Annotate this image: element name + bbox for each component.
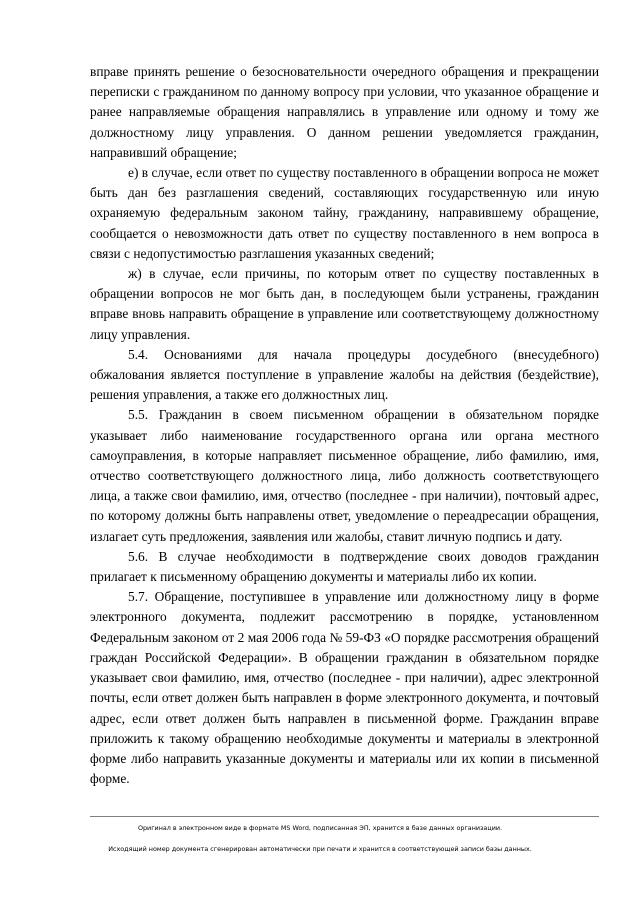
- paragraph-continuation: вправе принять решение о безосновательности очередного обращения и прекращении переписки с гражданином по данному вопросу при условии, что указанное обращение и ранее направляемые обращения направлялись в управление или одному и тому же должностному лицу управления. О данном решении уведомляется гражданин, направивший обращение;: [90, 64, 599, 160]
- paragraph-item-zh: ж) в случае, если причины, по которым ответ по существу поставленных в обращении вопросов не мог быть дан, в последующем были устранены, гражданин вправе вновь направить обращение в управление или соответствующему должностному лицу управления.: [90, 266, 599, 342]
- paragraph-5-6: 5.6. В случае необходимости в подтверждение своих доводов гражданин прилагает к письменному обращению документы и материалы либо их копии.: [90, 548, 599, 585]
- document-body: [90, 62, 599, 789]
- footer-original-note: Оригинал в электронном виде в формате MS Word, подписанная ЭП, хранится в базе данных организации.: [137, 824, 503, 832]
- paragraph-5-7: 5.7. Обращение, поступившее в управление или должностному лицу в форме электронного документа, подлежит рассмотрению в порядке, установленном Федеральным законом от 2 мая 2006 года № 59-ФЗ «О порядке рассмотрения обращений граждан Российской Федерации». В обращении гражданин в обязательном порядке указывает свои фамилию, имя, отчество (последнее - при наличии), адрес электронной почты, если ответ должен быть направлен в форме электронного документа, и почтовый адрес, если ответ должен быть направлен в письменной форме. Гражданин вправе приложить к такому обращению необходимые документы и материалы в электронной форме либо направить указанные документы и материалы или их копии в письменной форме.: [90, 589, 599, 787]
- paragraph-5-5: 5.5. Гражданин в своем письменном обращении в обязательном порядке указывает либо наименование государственного органа или органа местного самоуправления, в которые направляет письменное обращение, либо фамилию, имя, отчество соответствующего должностного лица, либо должность соответствующего лица, а также свои фамилию, имя, отчество (последнее - при наличии), почтовый адрес, по которому должны быть направлены ответ, уведомление о переадресации обращения, излагает суть предложения, заявления или жалобы, ставит личную подпись и дату.: [90, 407, 599, 544]
- footer-outgoing-number-note: Исходящий номер документа сгенерирован автоматически при печати и хранится в соответствующей записи базы данных.: [108, 845, 532, 853]
- footer-divider: [90, 816, 599, 817]
- paragraph-5-4: 5.4. Основаниями для начала процедуры досудебного (внесудебного) обжалования является поступление в управление жалобы на действия (бездействие), решения управления, а также его должностных лиц.: [90, 346, 599, 403]
- paragraph-item-e: е) в случае, если ответ по существу поставленного в обращении вопроса не может быть дан без разглашения сведений, составляющих государственную или иную охраняемую федеральным законом тайну, гражданину, направившему обращение, сообщается о невозможности дать ответ по существу поставленного в нем вопроса в связи с недопустимостью разглашения указанных сведений;: [90, 165, 599, 261]
